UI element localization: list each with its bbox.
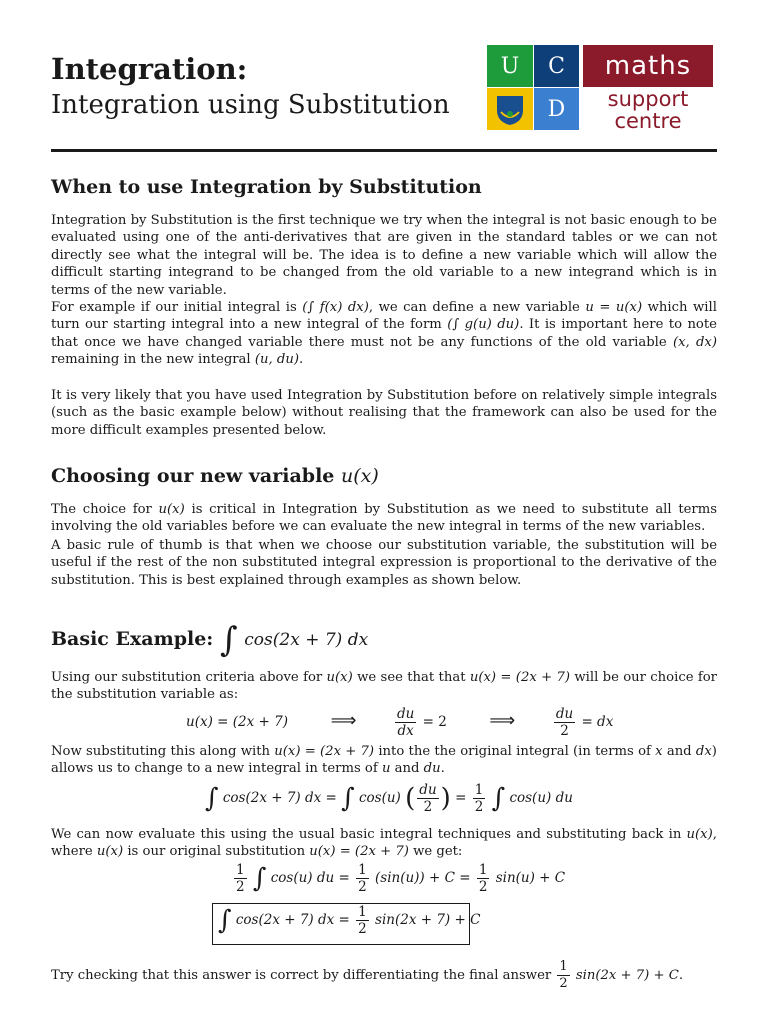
- fraction-du-over-2: [554, 706, 575, 739]
- section-heading-choosing-variable: [51, 465, 379, 487]
- fraction-du-over-2: [417, 782, 438, 815]
- denominator: 2: [478, 879, 488, 895]
- eq-part: cos(u) du: [509, 790, 573, 806]
- text-run: and: [666, 744, 692, 759]
- text-run: . It is important here to note that once we have changed variable there must not be any functions of the old variable: [51, 317, 717, 350]
- numerator: du: [419, 782, 437, 798]
- ucd-crest-icon: [493, 92, 527, 126]
- text-run: Try checking that this answer is correct by differentiating the final answer: [51, 968, 552, 983]
- fraction-one-half: [234, 862, 247, 895]
- numerator: 1: [474, 782, 484, 798]
- text-run: which will turn our starting integral into a new integral of the form: [51, 300, 717, 333]
- paragraph-try-checking: [51, 959, 717, 992]
- numerator: 1: [478, 862, 488, 878]
- eq-part: sin(2x + 7) + C: [375, 912, 481, 928]
- math-x: x: [655, 744, 663, 759]
- logo-crest-square: [487, 88, 533, 130]
- denominator: 2: [236, 879, 245, 895]
- eq-lhs: u(x) = (2x + 7): [186, 714, 288, 730]
- text-run: .: [298, 352, 304, 368]
- eq-part: cos(2x + 7) dx =: [235, 912, 350, 928]
- eq-part: =: [455, 790, 467, 806]
- math-old-variables: (x, dx): [672, 334, 717, 350]
- equation-substitution-derivative: [186, 706, 613, 739]
- math-initial-integral: (∫ f(x) dx): [302, 300, 369, 315]
- paragraph-likely-used: It is very likely that you have used Integration by Substitution before on relatively simple integrals (such as the basic example below) without realising that the framework can also be used for the more difficult examples presented below.: [51, 388, 717, 438]
- text-run: .: [678, 968, 684, 983]
- text-run: is our original substitution: [127, 844, 306, 860]
- paragraph-intro: Integration by Substitution is the first technique we try when the integral is not basic enough to be evaluated using one of the anti-derivatives that are given in the standard tables or we can not directly see what the integral will be. The idea is to define a new variable which will allow the difficult starting integrand to be changed from the old variable to a new integrand which is in terms of the new variable.: [51, 213, 717, 298]
- text-run: is critical in Integration by Substitution as we need to substitute all terms involving the old variables before we can evaluate the new integral in terms of the new variables.: [51, 502, 717, 535]
- text-run: For example if our initial integral is: [51, 300, 297, 315]
- paragraph-rule-of-thumb: A basic rule of thumb is that when we choose our substitution variable, the substitution will be useful if the rest of the non substituted integral expression is proportional to the derivative of the substitution. This is best explained through examples as shown below.: [51, 538, 717, 588]
- paragraph-substituting: [51, 743, 717, 778]
- text-run: we get:: [413, 844, 463, 860]
- text-run: into the the original integral (in terms of: [378, 744, 651, 759]
- logo-maths-banner: [583, 45, 713, 87]
- denominator: dx: [397, 723, 414, 739]
- text-run: Now substituting this along with: [51, 744, 271, 759]
- ucd-maths-support-logo: [487, 45, 713, 133]
- math-substitution: u(x) = (2x + 7): [309, 844, 409, 860]
- math-u-of-x: u(x): [158, 502, 185, 517]
- page-subtitle: Integration using Substitution: [51, 90, 450, 120]
- eq-dx: = dx: [581, 714, 614, 730]
- denominator: 2: [423, 799, 433, 815]
- math-new-variable: u = u(x): [585, 300, 643, 315]
- logo-support-centre-text: [583, 88, 713, 132]
- eq-part: cos(u): [358, 790, 401, 806]
- integral-sign: ∫: [218, 905, 232, 936]
- logo-centre-word: centre: [614, 109, 682, 133]
- logo-support-word: support: [607, 87, 689, 111]
- equation-final-answer: [218, 904, 480, 937]
- logo-d-letter: D: [547, 96, 566, 122]
- paragraph-evaluate: [51, 826, 717, 861]
- denominator: 2: [358, 921, 367, 937]
- heading-text: Choosing our new variable: [51, 465, 335, 487]
- logo-c-letter: C: [548, 53, 565, 79]
- logo-maths-text: maths: [604, 51, 692, 81]
- math-substitution: u(x) = (2x + 7): [469, 670, 571, 685]
- header-divider: [51, 149, 717, 152]
- math-u-of-x: u(x): [686, 827, 713, 842]
- fraction-one-half: [356, 862, 369, 895]
- integral-sign: ∫: [205, 783, 219, 814]
- paragraph-substitution-criteria: [51, 669, 717, 704]
- heading-integrand: cos(2x + 7) dx: [244, 630, 369, 650]
- text-run: remaining in the new integral: [51, 352, 251, 368]
- implies-arrow: ⟹: [489, 710, 516, 731]
- fraction-one-half: [557, 959, 569, 992]
- text-run: and: [394, 761, 420, 777]
- integral-sign: ∫: [341, 783, 355, 814]
- heading-text: Basic Example:: [51, 628, 214, 650]
- math-substitution: u(x) = (2x + 7): [274, 744, 375, 759]
- logo-u-letter: U: [500, 53, 520, 79]
- text-run: ) allows us to change to a new integral in terms of: [51, 744, 717, 777]
- implies-arrow: ⟹: [330, 710, 357, 731]
- fraction-one-half: [473, 782, 486, 815]
- integral-sign: ∫: [252, 863, 267, 894]
- heading-math-u: u(x): [341, 465, 379, 487]
- text-run: will be our choice for the substitution variable as:: [51, 670, 717, 703]
- equation-change-of-variable: ∫ cos(2x + 7) dx = ∫ cos(u) ( $\frac{du}{2}$ ) = $\frac{1}{2}$ ∫ cos(u) du: [205, 782, 573, 815]
- numerator: 1: [358, 904, 367, 920]
- denominator: 2: [560, 723, 569, 739]
- eq-part: (sin(u)) + C =: [375, 870, 471, 886]
- text-run: .: [440, 761, 445, 777]
- text-run: Using our substitution criteria above for: [51, 670, 323, 685]
- eq-part: cos(u) du =: [270, 870, 350, 886]
- math-new-variables: (u, du): [254, 352, 299, 368]
- numerator: 1: [236, 862, 245, 878]
- text-run: , where: [51, 827, 717, 860]
- equation-evaluate-integral: [232, 862, 565, 895]
- section-heading-basic-example: [51, 620, 368, 660]
- text-run: The choice for: [51, 502, 152, 517]
- math-u-of-x: u(x): [96, 844, 124, 860]
- integral-sign: ∫: [219, 620, 238, 660]
- integral-sign: ∫: [491, 783, 506, 814]
- math-u-of-x: u(x): [326, 670, 353, 685]
- fraction-one-half: [356, 904, 369, 937]
- eq-part: sin(u) + C: [495, 870, 566, 886]
- section-heading-when-to-use: When to use Integration by Substitution: [51, 176, 482, 198]
- numerator: du: [396, 706, 415, 722]
- numerator: 1: [358, 862, 367, 878]
- fraction-du-dx: [395, 706, 416, 739]
- numerator: du: [555, 706, 574, 722]
- eq-value: = 2: [422, 714, 447, 730]
- denominator: 2: [358, 879, 367, 895]
- logo-d-square: [534, 88, 579, 130]
- paragraph-choice-of-u: [51, 501, 717, 536]
- text-run: we see that that: [357, 670, 466, 685]
- logo-c-square: [534, 45, 579, 87]
- fraction-one-half: [477, 862, 490, 895]
- math-final-answer: sin(2x + 7) + C: [575, 968, 679, 983]
- logo-u-square: [487, 45, 533, 87]
- numerator: 1: [559, 959, 568, 974]
- paragraph-example-integral: [51, 299, 717, 369]
- math-dx: dx: [695, 744, 712, 759]
- denominator: 2: [474, 799, 484, 815]
- text-run: , we can define a new variable: [368, 300, 580, 315]
- text-run: We can now evaluate this using the usual basic integral techniques and substituting back in: [51, 827, 682, 842]
- denominator: 2: [559, 976, 568, 991]
- math-new-integral: (∫ g(u) du): [447, 317, 520, 333]
- math-du: du: [423, 761, 441, 777]
- math-u: u: [381, 761, 391, 777]
- page-title: Integration:: [51, 52, 248, 86]
- eq-part: cos(2x + 7) dx =: [222, 790, 337, 806]
